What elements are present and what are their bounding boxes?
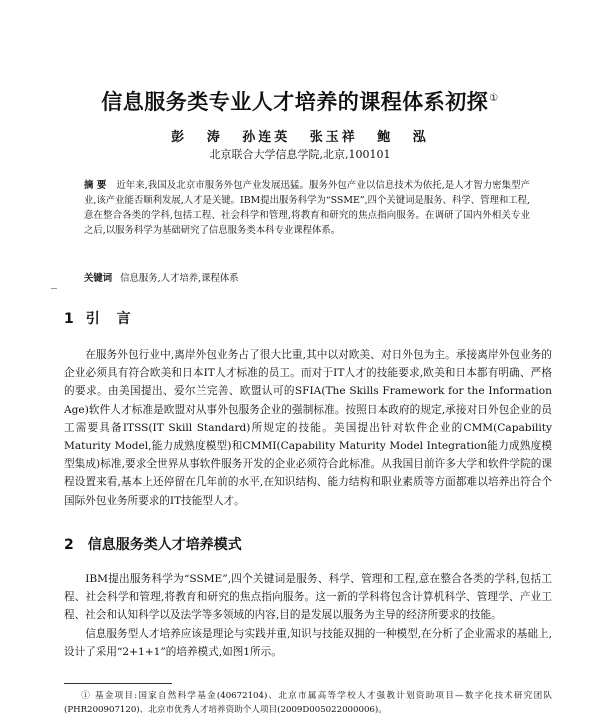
- section-number: 1: [64, 311, 80, 327]
- paragraph: 信息服务型人才培养应该是理论与实践并重,知识与技能双拥的一种模型,在分析了企业需求的基础上,设计了采用“2+1+1”的培养模式,如图1所示。: [64, 627, 552, 658]
- keywords-label: 关键词: [84, 273, 113, 284]
- abstract-text: 近年来,我国及北京市服务外包产业发展迅猛。服务外包产业以信息技术为依托,是人才智力密集型产业,该产业能否顺利发展,人才是关键。IBM提出服务科学为“SSME”,四个关键词是服务、科学、管理和工程,意在整合各类的学科,包括工程、社会科学和管理,将教育和研究的焦点指向服务。在调研了国内外相关专业之后,以服务科学为基础研究了信息服务类本科专业课程体系。: [84, 180, 530, 236]
- paragraph: 在服务外包行业中,离岸外包业务占了很大比重,其中以对欧美、对日外包为主。承接离岸外包业务的企业必须具有符合欧美和日本IT人才标准的员工。而对于IT人才的技能要求,欧美和日本都有明确、严格的要求。由美国提出、爱尔兰完善、欧盟认可的SFIA(The Skills Framework for the Information Age)软件人才标准是欧盟对从事外包服务企业的强制标准。按照日本政府的规定,承接对日外包企业的员工需要具备ITSS(IT Skill Standard)所规定的技能。美国提出针对软件企业的CMM(Capability Maturity Model,能力成熟度模型)和CMMI(Capability Maturity Model Integration能力成熟度模型集成)标准,要求全世界从事软件服务开发的企业必须符合此标准。从我国目前许多大学和软件学院的课程设置来看,基本上还停留在几年前的水平,在知识结构、能力结构和职业素质等方面都难以培养出符合个国际外包业务所要求的IT技能型人才。: [64, 349, 552, 507]
- author-list: 彭 涛 孙连英 张玉祥 鲍 泓: [171, 130, 429, 145]
- section-title: 引 言: [85, 311, 137, 327]
- section-body-2: [64, 570, 552, 661]
- section-heading-1: [64, 308, 137, 328]
- footnote: [64, 689, 552, 717]
- footnote-text: ① 基金项目:国家自然科学基金(40672104)、北京市属高等学校人才强教计划资助项目—数字化技术研究团队(PHR200907120)、北京市优秀人才培养资助个人项目(2009D005022000006)。: [64, 691, 552, 715]
- keywords: [84, 271, 530, 286]
- abstract-label: 摘 要: [84, 180, 107, 191]
- section-heading-2: [64, 534, 242, 554]
- title-footnote-marker: ①: [489, 93, 499, 104]
- margin-mark: [51, 288, 57, 289]
- footnote-rule: [64, 683, 172, 684]
- affiliation: 北京联合大学信息学院,北京,100101: [209, 148, 391, 161]
- section-title: 信息服务类人才培养模式: [87, 537, 242, 553]
- keywords-text: 信息服务,人才培养,课程体系: [120, 273, 239, 284]
- paper-title: [0, 86, 600, 116]
- section-number: 2: [64, 537, 74, 553]
- abstract: [84, 178, 530, 238]
- paragraph: IBM提出服务科学为“SSME”,四个关键词是服务、科学、管理和工程,意在整合各类的学科,包括工程、社会科学和管理,将教育和研究的焦点指向服务。这一新的学科将包含计算机科学、管理学、产业工程、社会和认知科学以及法学等多领域的内容,目的是发展以服务为主导的经济所要求的技能。: [64, 573, 552, 622]
- section-body-1: [64, 346, 552, 510]
- title-text: 信息服务类专业人才培养的课程体系初探: [101, 90, 489, 114]
